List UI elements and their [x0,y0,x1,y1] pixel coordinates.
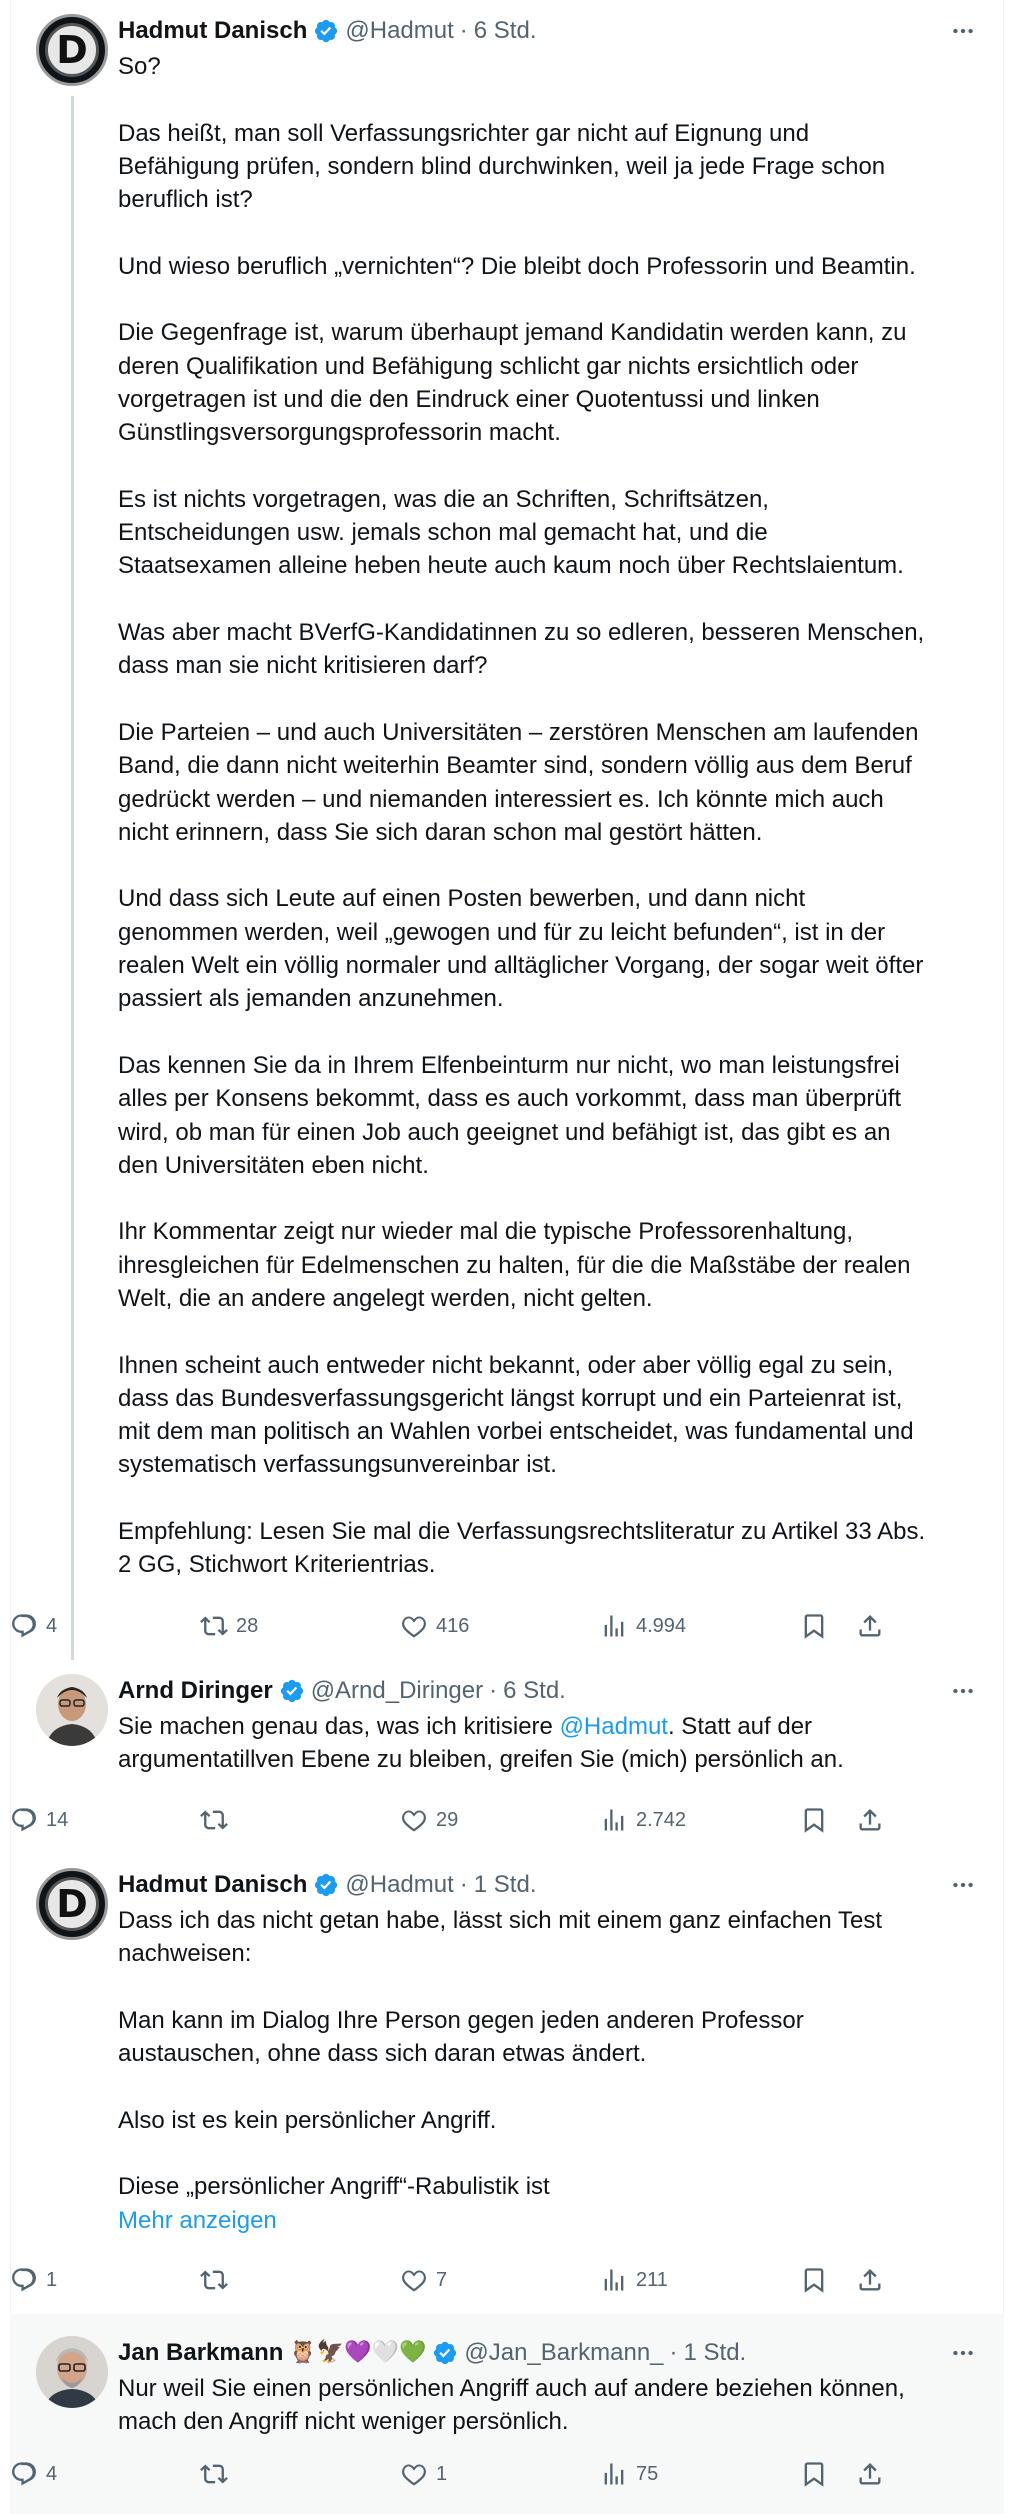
separator: · [489,1677,498,1704]
text-line: dass das Bundesverfassungsgericht längst korrupt und ein Parteienrat ist, [118,1384,903,1412]
like-button[interactable] [400,2262,447,2298]
text-fragment: . Statt auf der [667,1713,813,1740]
text-line: Die Gegenfrage ist, warum überhaupt jemand Kandidatin werden kann, zu [118,319,907,347]
text-line: Welt, die an andere angelegt werden, nicht gelten. [118,1284,653,1312]
author-name[interactable]: Arnd Diringer [118,1677,273,1704]
share-icon [856,1612,884,1640]
text-line: alles per Konsens bekommt, dass es auch vorkommt, dass man überprüft [118,1085,902,1113]
tweet-text [118,2372,978,2439]
analytics-icon [600,2266,628,2294]
share-icon [856,2460,884,2488]
views-button[interactable] [600,1802,686,1838]
verified-badge-icon [279,1678,305,1704]
like-count: 7 [436,2268,448,2291]
tweet-text [118,50,978,1582]
avatar[interactable]: D [36,1868,108,1940]
reply-icon [10,1612,38,1640]
author-name[interactable]: Jan Barkmann [118,2339,284,2366]
thread-line [71,96,74,1660]
reply-button[interactable] [10,2262,57,2298]
heart-icon [400,2460,428,2488]
verified-badge-icon [313,18,339,44]
paragraph-gap [118,83,978,116]
views-button[interactable] [600,1608,686,1644]
text-line: Dass ich das nicht getan habe, lässt sich mit einem ganz einfachen Test [118,1907,882,1934]
reply-button[interactable] [10,1802,68,1838]
text-line: argumentatillven Ebene zu bleiben, greifen Sie (mich) persönlich an. [118,1746,844,1774]
text-line: So? [118,53,161,80]
text-line: ihresgleichen für Edelmenschen zu halten, für die die Maßstäbe der realen [118,1251,911,1279]
text-line: Günstlingsversorgungsprofessorin macht. [118,419,561,447]
author-handle[interactable]: @Arnd_Diringer [310,1677,484,1704]
heart-icon [400,1806,428,1834]
retweet-button[interactable] [200,2456,236,2492]
reply-button[interactable] [10,1608,57,1644]
tweet-header [118,16,978,46]
text-line: Nur weil Sie einen persönlichen Angriff auch auf andere beziehen können, [118,2375,905,2402]
paragraph-gap [118,450,978,483]
paragraph-gap [118,1315,978,1348]
text-line: Man kann im Dialog Ihre Person gegen jeden anderen Professor [118,2006,804,2034]
paragraph-gap [118,849,978,882]
text-line: Befähigung prüfen, sondern blind durchwinken, weil ja jede Frage schon [118,152,886,180]
paragraph-gap [118,1016,978,1049]
bookmark-button[interactable] [800,1802,828,1838]
like-button[interactable] [400,1802,458,1838]
tweet-text [118,1710,978,1777]
reply-icon [10,2460,38,2488]
retweet-icon [200,2460,228,2488]
verified-badge-icon [432,2340,458,2366]
text-line: nachweisen: [118,1940,252,1968]
like-count: 416 [436,1614,470,1637]
share-icon [856,2266,884,2294]
text-line: Staatsexamen alleine heben heute auch kaum noch über Rechtslaientum. [118,552,904,580]
text-line: wird, ob man für einen Job auch geeignet und befähigt ist, das gibt es an [118,1118,891,1146]
person-photo-icon [36,1674,108,1746]
text-line: realen Welt ein völlig normaler und alltäglicher Vorgang, der sogar weit öfter [118,952,924,980]
text-line: Was aber macht BVerfG-Kandidatinnen zu so edleren, besseren Menschen, [118,619,925,647]
bookmark-icon [800,2266,828,2294]
like-button[interactable] [400,1608,469,1644]
tweet[interactable] [10,1854,1004,2314]
text-line: dass man sie nicht kritisieren darf? [118,652,488,680]
text-line: deren Qualifikation und Befähigung schlicht gar nichts ersichtlich oder [118,352,859,380]
views-button[interactable] [600,2262,668,2298]
view-count: 75 [636,2462,659,2485]
tweet[interactable] [10,1660,1004,1854]
separator: · [459,17,468,44]
paragraph-gap [118,683,978,716]
view-count: 4.994 [636,1614,687,1637]
text-line: Band, die dann nicht weiterhin Beamter sind, sondern völlig aus dem Beruf [118,752,912,780]
share-button[interactable] [856,2262,884,2298]
retweet-icon [200,1612,228,1640]
more-icon [950,18,976,44]
text-line: Empfehlung: Lesen Sie mal die Verfassungsrechtsliteratur zu Artikel 33 Abs. [118,1518,926,1546]
text-line: nicht erinnern, dass Sie sich daran schon mal gestört hätten. [118,818,763,846]
author-name[interactable]: Hadmut Danisch [118,1871,308,1898]
reply-count: 4 [46,2462,58,2485]
tweet[interactable] [10,0,1004,1660]
separator: · [669,2339,678,2366]
bookmark-icon [800,1806,828,1834]
action-bar [10,2262,1004,2298]
text-line: Und wieso beruflich „vernichten“? Die bleibt doch Professorin und Beamtin. [118,252,916,280]
text-line: Also ist es kein persönlicher Angriff. [118,2106,497,2134]
retweet-button[interactable] [200,1802,236,1838]
heart-icon [400,1612,428,1640]
bookmark-icon [800,1612,828,1640]
analytics-icon [600,1806,628,1834]
bookmark-button[interactable] [800,2262,828,2298]
retweet-button[interactable] [200,2262,236,2298]
timestamp[interactable]: 1 Std. [473,1871,537,1898]
text-line: gedrückt werden – und niemanden interessiert es. Ich könnte mich auch [118,785,884,813]
text-line: Entscheidungen usw. jemals schon mal gemacht hat, und die [118,519,768,547]
action-bar [10,1608,1004,1644]
name-emojis: 🦉🦅💜🤍💚 [289,2340,427,2365]
action-bar [10,1802,1004,1838]
heart-icon [400,2266,428,2294]
text-line: Ihnen scheint auch entweder nicht bekannt, oder aber völlig egal zu sein, [118,1351,894,1379]
reply-count: 1 [46,2268,58,2291]
timestamp[interactable]: 6 Std. [473,17,537,44]
reply-count: 14 [46,1808,69,1831]
more-icon [950,1872,976,1898]
text-line: systematisch verfassungsunvereinbar ist. [118,1451,557,1479]
share-button[interactable] [856,2456,884,2492]
author-handle[interactable]: @Jan_Barkmann_ [464,2339,664,2366]
paragraph-gap [118,283,978,316]
text-line: beruflich ist? [118,186,253,214]
paragraph-gap [118,1482,978,1515]
retweet-icon [200,2266,228,2294]
text-line: genommen werden, weil „gewogen und für zu leicht befunden“, ist in der [118,918,886,946]
tweet-header [118,1676,978,1706]
text-line: Die Parteien – und auch Universitäten – zerstören Menschen am laufenden [118,718,919,746]
text-line: Diese „persönlicher Angriff“-Rabulistik ist [118,2173,550,2201]
like-button[interactable] [400,2456,447,2492]
retweet-count: 28 [236,1614,259,1637]
bookmark-button[interactable] [800,2456,828,2492]
show-more-link[interactable]: Mehr anzeigen [118,2206,277,2234]
action-bar [10,2456,1004,2492]
author-name[interactable]: Hadmut Danisch [118,17,308,44]
bookmark-button[interactable] [800,1608,828,1644]
timestamp[interactable]: 6 Std. [503,1677,566,1704]
text-line: mit dem man politisch an Wahlen vorbei entscheidet, was fundamental und [118,1418,914,1446]
paragraph-gap [118,216,978,249]
more-icon [950,2340,976,2366]
share-icon [856,1806,884,1834]
paragraph-gap [118,583,978,616]
mention-link[interactable]: @Hadmut [559,1713,668,1740]
avatar[interactable] [36,1674,108,1746]
more-options-button[interactable] [948,1678,978,1704]
share-button[interactable] [856,1608,884,1644]
text-line: Das heißt, man soll Verfassungsrichter gar nicht auf Eignung und [118,119,810,147]
author-handle[interactable]: @Hadmut [345,1871,454,1898]
paragraph-gap [118,1971,978,2004]
person-photo-icon [36,2336,108,2408]
text-line: passiert als jemanden anzunehmen. [118,985,504,1013]
retweet-icon [200,1806,228,1834]
reply-button[interactable] [10,2456,57,2492]
paragraph-gap [118,2137,978,2170]
text-fragment: Sie machen genau das, was ich kritisiere [118,1713,560,1740]
more-options-button[interactable] [948,2340,978,2366]
timestamp[interactable]: 1 Std. [683,2339,747,2366]
analytics-icon [600,1612,628,1640]
text-line: 2 GG, Stichwort Kriterientrias. [118,1551,436,1579]
author-handle[interactable]: @Hadmut [345,17,454,44]
separator: · [459,1871,468,1898]
tweet-header [118,2338,978,2368]
bookmark-icon [800,2460,828,2488]
text-line: mach den Angriff nicht weniger persönlich. [118,2408,569,2436]
verified-badge-icon [313,1872,339,1898]
share-button[interactable] [856,1802,884,1838]
view-count: 2.742 [636,1808,687,1831]
avatar[interactable]: D [36,14,108,86]
text-line: Und dass sich Leute auf einen Posten bewerben, und dann nicht [118,885,806,913]
retweet-button[interactable] [200,1608,258,1644]
text-line: austauschen, ohne dass sich daran etwas ändert. [118,2040,647,2068]
text-line: den Universitäten eben nicht. [118,1151,429,1179]
text-line: Es ist nichts vorgetragen, was die an Schriften, Schriftsätzen, [118,485,769,513]
like-count: 1 [436,2462,448,2485]
text-line: Das kennen Sie da in Ihrem Elfenbeinturm nur nicht, wo man leistungsfrei [118,1051,900,1079]
analytics-icon [600,2460,628,2488]
paragraph-gap [118,2070,978,2103]
text-line: vorgetragen ist und die den Eindruck einer Quotentussi und linken [118,385,820,413]
tweet[interactable] [10,2314,1004,2514]
reply-count: 4 [46,1614,58,1637]
text-line: Ihr Kommentar zeigt nur wieder mal die typische Professorenhaltung, [118,1218,854,1246]
more-icon [950,1678,976,1704]
views-button[interactable] [600,2456,658,2492]
like-count: 29 [436,1808,459,1831]
more-options-button[interactable] [948,1872,978,1898]
view-count: 211 [636,2268,668,2291]
paragraph-gap [118,1182,978,1215]
avatar[interactable] [36,2336,108,2408]
tweet-header [118,1870,978,1900]
reply-icon [10,2266,38,2294]
more-options-button[interactable] [948,18,978,44]
reply-icon [10,1806,38,1834]
tweet-text [118,1904,978,2204]
